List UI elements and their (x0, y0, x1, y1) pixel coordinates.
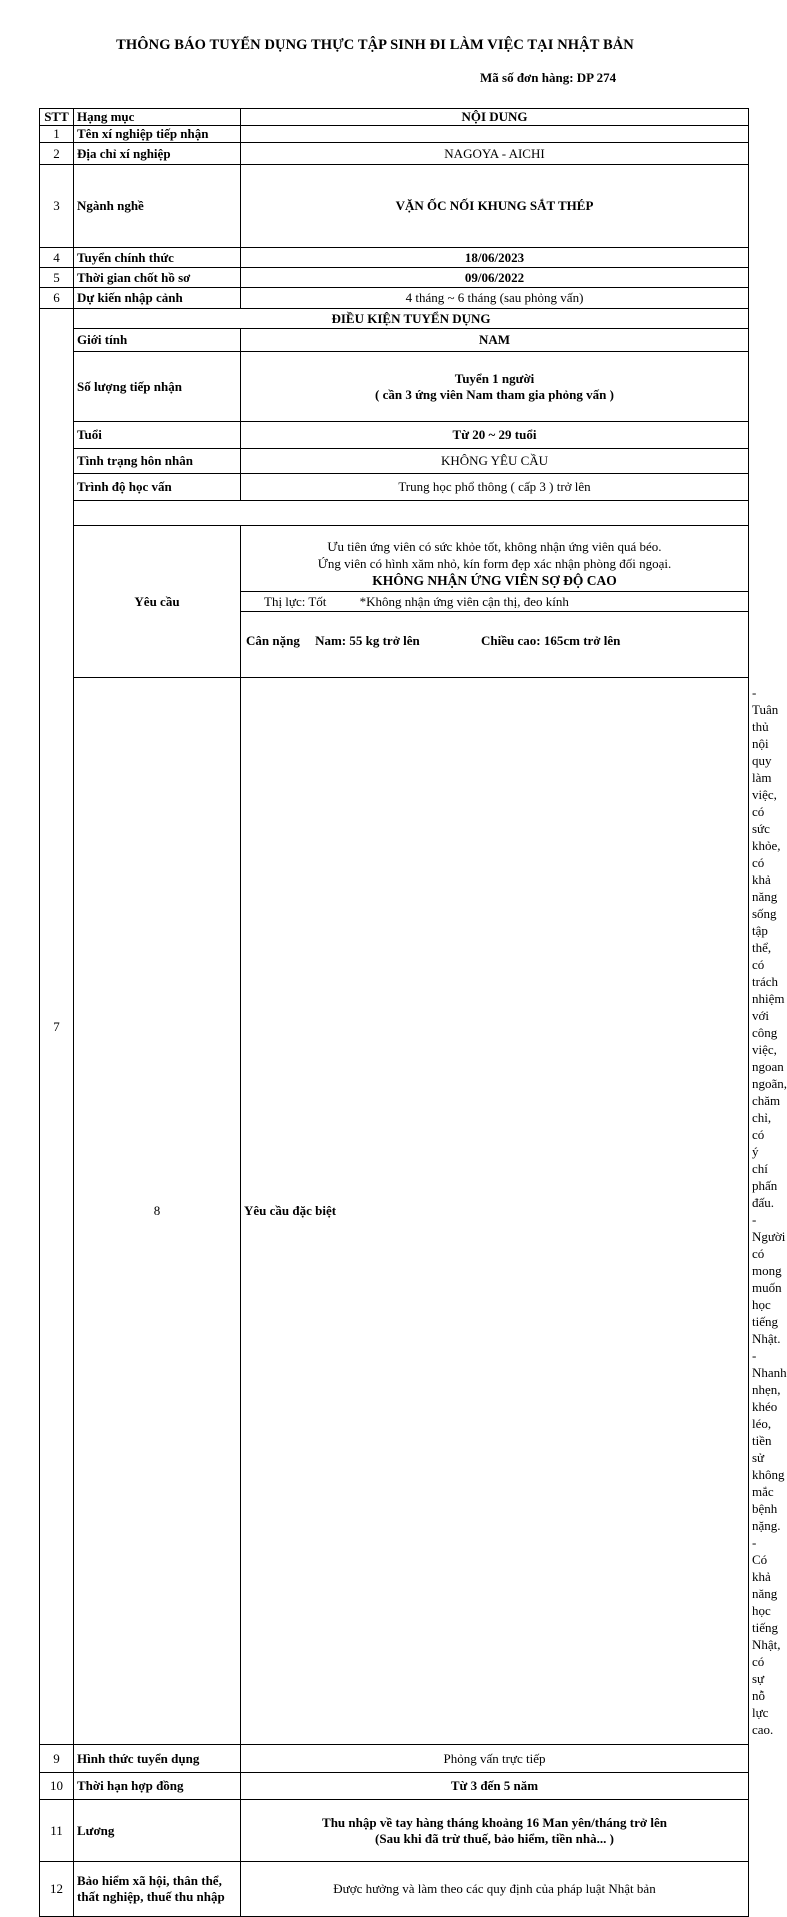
weight-label: Cân nặng (246, 633, 300, 648)
quantity-line-1: Tuyển 1 người (454, 370, 535, 386)
quantity-label: Số lượng tiếp nhận (74, 352, 241, 422)
empty-row (40, 501, 749, 526)
table-row (40, 288, 749, 309)
vision-value: Thị lực: Tốt (264, 594, 327, 609)
table-row: 8 Yêu cầu đặc biệt - Tuân thủ nội quy làm việc, có sức khỏe, có khả năng sống tập thể, có trách nhiệm với công việc, ngoan ngoãn, chăm chỉ, có ý chí phấn đấu. - Người có mong muốn học tiếng Nhật. - Nhanh nhẹn, khéo léo, tiền sử không mắc bệnh nặng. - Có khả năng học tiếng Nhật, có sự nỗ lực cao. (40, 678, 749, 1745)
page-title: THÔNG BÁO TUYỂN DỤNG THỰC TẬP SINH ĐI LÀM VIỆC TẠI NHẬT BẢN (116, 37, 634, 53)
row-stt: 6 (40, 288, 74, 309)
measure-row (241, 612, 748, 664)
contract-value: Từ 3 đến 5 năm (241, 1773, 749, 1800)
marital-value: KHÔNG YÊU CẦU (241, 449, 749, 474)
salary-line-2: (Sau khi đã trừ thuế, bảo hiểm, tiền nhà... ) (375, 1830, 614, 1846)
education-value: Trung học phổ thông ( cấp 3 ) trở lên (241, 474, 749, 501)
salary-value (241, 1800, 749, 1862)
special-label: Yêu cầu đặc biệt (241, 678, 749, 1745)
row-value: 18/06/2023 (241, 248, 749, 268)
order-code: Mã số đơn hàng: DP 274 (480, 70, 617, 85)
row-value: 4 tháng ~ 6 tháng (sau phỏng vấn) (241, 288, 749, 309)
age-label: Tuổi (74, 422, 241, 449)
gender-label: Giới tính (74, 329, 241, 352)
row-stt: 4 (40, 248, 74, 268)
row-stt: 1 (40, 126, 74, 143)
table-row (40, 1800, 749, 1862)
row-stt: 2 (40, 143, 74, 165)
requirement-line-3: KHÔNG NHẬN ỨNG VIÊN SỢ ĐỘ CAO (372, 573, 617, 588)
table-row (40, 268, 749, 288)
header-content: NỘI DUNG (241, 109, 749, 126)
row-stt: 8 (74, 678, 241, 1745)
table-row (40, 422, 749, 449)
table-row (40, 1773, 749, 1800)
insurance-value: Được hưởng và làm theo các quy định của pháp luật Nhật bản (241, 1862, 749, 1917)
row-stt: 3 (40, 165, 74, 248)
row-stt: 9 (40, 1745, 74, 1773)
row-label: Ngành nghề (74, 165, 241, 248)
quantity-line-2: ( cần 3 ứng viên Nam tham gia phỏng vấn ) (375, 386, 614, 402)
requirements-row (40, 526, 749, 678)
row-label: Tuyển chính thức (74, 248, 241, 268)
row-stt: 7 (40, 309, 74, 1745)
table-row (40, 352, 749, 422)
table-row (40, 143, 749, 165)
empty-cell (74, 501, 749, 526)
row-label: Tên xí nghiệp tiếp nhận (74, 126, 241, 143)
requirements-text (241, 526, 748, 592)
education-label: Trình độ học vấn (74, 474, 241, 501)
header-item: Hạng mục (74, 109, 241, 126)
row-label: Địa chỉ xí nghiệp (74, 143, 241, 165)
row-label: Thời gian chốt hồ sơ (74, 268, 241, 288)
vision-row (241, 592, 748, 612)
header-stt: STT (40, 109, 74, 126)
height-value: Chiều cao: 165cm trở lên (481, 633, 621, 648)
table-row (40, 126, 749, 143)
row-stt: 10 (40, 1773, 74, 1800)
row-stt: 5 (40, 268, 74, 288)
marital-label: Tình trạng hôn nhân (74, 449, 241, 474)
table-row (40, 329, 749, 352)
vision-note: *Không nhận ứng viên cận thị, đeo kính (359, 594, 569, 609)
quantity-value (241, 352, 749, 422)
insurance-label: Bảo hiểm xã hội, thân thể, thất nghiệp, thuế thu nhập (74, 1862, 241, 1917)
requirement-line-2: Ứng viên có hình xăm nhỏ, kín form đẹp xác nhận phòng đối ngoại. (317, 556, 672, 571)
row-stt: 11 (40, 1800, 74, 1862)
table-row (40, 474, 749, 501)
conditions-title: ĐIỀU KIỆN TUYỂN DỤNG (74, 309, 749, 329)
recruitment-table (39, 108, 787, 1917)
row-value: VẶN ỐC NỐI KHUNG SẮT THÉP (241, 165, 749, 248)
salary-label: Lương (74, 1800, 241, 1862)
row-value (241, 126, 749, 143)
row-value: 09/06/2022 (241, 268, 749, 288)
table-row (40, 1745, 749, 1773)
recruit-form-label: Hình thức tuyển dụng (74, 1745, 241, 1773)
row-stt: 12 (40, 1862, 74, 1917)
table-header-row (40, 109, 749, 126)
contract-label: Thời hạn hợp đồng (74, 1773, 241, 1800)
row-label: Dự kiến nhập cảnh (74, 288, 241, 309)
requirement-line-1: Ưu tiên ứng viên có sức khỏe tốt, không nhận ứng viên quá béo. (327, 539, 662, 554)
recruit-form-value: Phỏng vấn trực tiếp (241, 1745, 749, 1773)
row-value: NAGOYA - AICHI (241, 143, 749, 165)
gender-value: NAM (241, 329, 749, 352)
table-row (40, 1862, 749, 1917)
requirements-label: Yêu cầu (74, 526, 241, 678)
weight-value: Nam: 55 kg trở lên (315, 633, 420, 648)
table-row (40, 248, 749, 268)
requirements-content (241, 526, 749, 678)
table-row (40, 449, 749, 474)
conditions-title-row (40, 309, 749, 329)
salary-line-1: Thu nhập về tay hàng tháng khoảng 16 Man yên/tháng trở lên (322, 1814, 667, 1830)
table-row (40, 165, 749, 248)
age-value: Từ 20 ~ 29 tuổi (241, 422, 749, 449)
